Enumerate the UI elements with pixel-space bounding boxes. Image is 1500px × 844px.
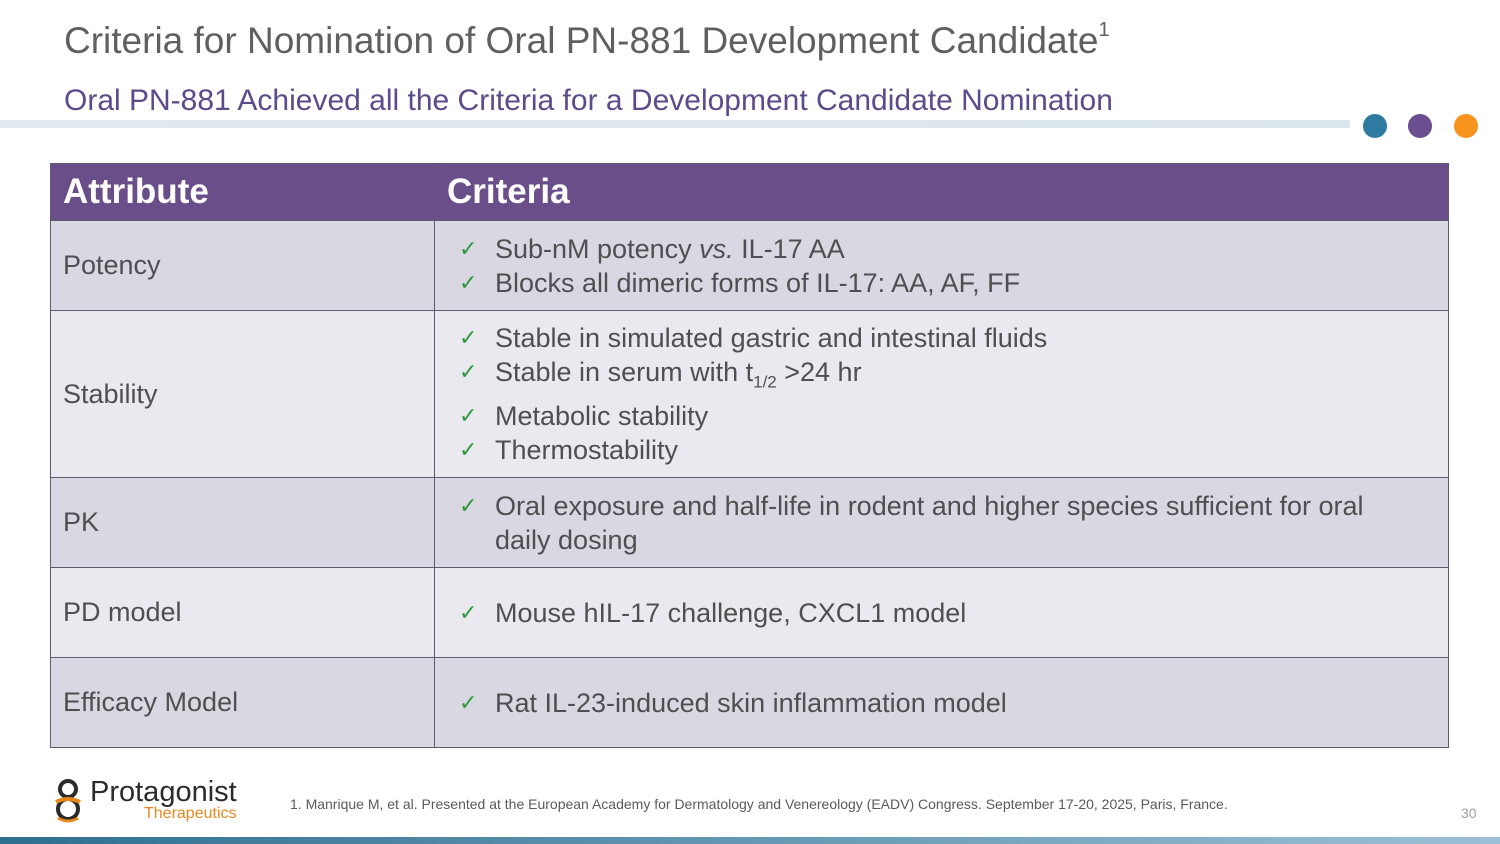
- column-header-criteria: Criteria: [435, 164, 1449, 221]
- criteria-item: [459, 321, 1408, 355]
- criteria-list: [459, 489, 1408, 557]
- criteria-text: Thermostability: [495, 435, 679, 466]
- slide-title: [64, 20, 1110, 62]
- criteria-text: Rat IL-23-induced skin inflammation model: [495, 687, 1007, 718]
- footnote: 1. Manrique M, et al. Presented at the European Academy for Dermatology and Venereology (EADV) Congress. September 17-20, 2025, Paris, France.: [290, 796, 1228, 812]
- criteria-list: [459, 321, 1408, 467]
- criteria-text: >24 hr: [776, 357, 862, 387]
- page-number: 30: [1461, 805, 1477, 821]
- criteria-list: [459, 232, 1408, 300]
- criteria-text: Stable in serum with t: [495, 357, 754, 387]
- checkmark-icon: ✓: [459, 359, 478, 384]
- attribute-cell: PD model: [51, 568, 435, 658]
- attribute-cell: Potency: [51, 221, 435, 311]
- criteria-item: [459, 399, 1408, 433]
- checkmark-icon: ✓: [459, 403, 478, 429]
- criteria-item: [459, 433, 1408, 467]
- logo-subname: Therapeutics: [144, 805, 237, 822]
- column-header-attribute: Attribute: [51, 164, 435, 221]
- table-header-row: [51, 164, 1449, 221]
- attribute-cell: Stability: [51, 311, 435, 478]
- criteria-cell: [435, 221, 1449, 311]
- criteria-cell: [435, 311, 1449, 478]
- criteria-text: Oral exposure and half-life in rodent and higher species sufficient for oral daily dosing: [495, 490, 1364, 555]
- criteria-text: Mouse hIL-17 challenge, CXCL1 model: [495, 597, 967, 628]
- criteria-cell: [435, 658, 1449, 748]
- criteria-table: [50, 163, 1449, 748]
- header-rule: [0, 120, 1350, 128]
- criteria-item: [459, 686, 1408, 720]
- blue-dot-icon: [1363, 114, 1387, 138]
- checkmark-icon: ✓: [459, 437, 478, 463]
- checkmark-icon: ✓: [459, 599, 478, 625]
- table-row: [51, 658, 1449, 748]
- criteria-text: Sub-nM potency: [495, 233, 700, 264]
- criteria-text: Stable in simulated gastric and intestinal fluids: [495, 323, 1048, 353]
- title-footnote-marker: 1: [1098, 18, 1110, 41]
- criteria-item: [459, 489, 1408, 557]
- logo-mark-icon: [50, 776, 86, 824]
- criteria-item: [459, 266, 1408, 300]
- checkmark-icon: ✓: [459, 269, 478, 295]
- table-row: [51, 478, 1449, 568]
- attribute-cell: Efficacy Model: [51, 658, 435, 748]
- criteria-text-italic: vs.: [699, 233, 734, 264]
- attribute-cell: PK: [51, 478, 435, 568]
- criteria-item: [459, 232, 1408, 266]
- table-row: [51, 221, 1449, 311]
- purple-dot-icon: [1408, 114, 1432, 138]
- checkmark-icon: ✓: [459, 235, 478, 261]
- criteria-text: Metabolic stability: [495, 401, 709, 432]
- orange-dot-icon: [1454, 114, 1478, 138]
- table-row: [51, 311, 1449, 478]
- criteria-item: [459, 596, 1408, 630]
- logo-name: Protagonist: [90, 776, 237, 808]
- checkmark-icon: ✓: [459, 492, 478, 518]
- table-row: [51, 568, 1449, 658]
- bottom-bar: [0, 837, 1500, 844]
- slide-title-text: Criteria for Nomination of Oral PN-881 Development Candidate: [64, 20, 1099, 61]
- slide-subtitle: Oral PN-881 Achieved all the Criteria for a Development Candidate Nomination: [64, 84, 1113, 117]
- criteria-text: Blocks all dimeric forms of IL-17: AA, AF, FF: [495, 267, 1021, 298]
- company-logo: [50, 774, 260, 826]
- checkmark-icon: ✓: [459, 325, 478, 350]
- criteria-list: [459, 686, 1408, 720]
- criteria-cell: [435, 568, 1449, 658]
- criteria-list: [459, 596, 1408, 630]
- half-life-subscript: 1/2: [753, 372, 777, 392]
- criteria-text: IL-17 AA: [733, 233, 845, 264]
- checkmark-icon: ✓: [459, 689, 478, 715]
- criteria-cell: [435, 478, 1449, 568]
- criteria-item: [459, 355, 1408, 399]
